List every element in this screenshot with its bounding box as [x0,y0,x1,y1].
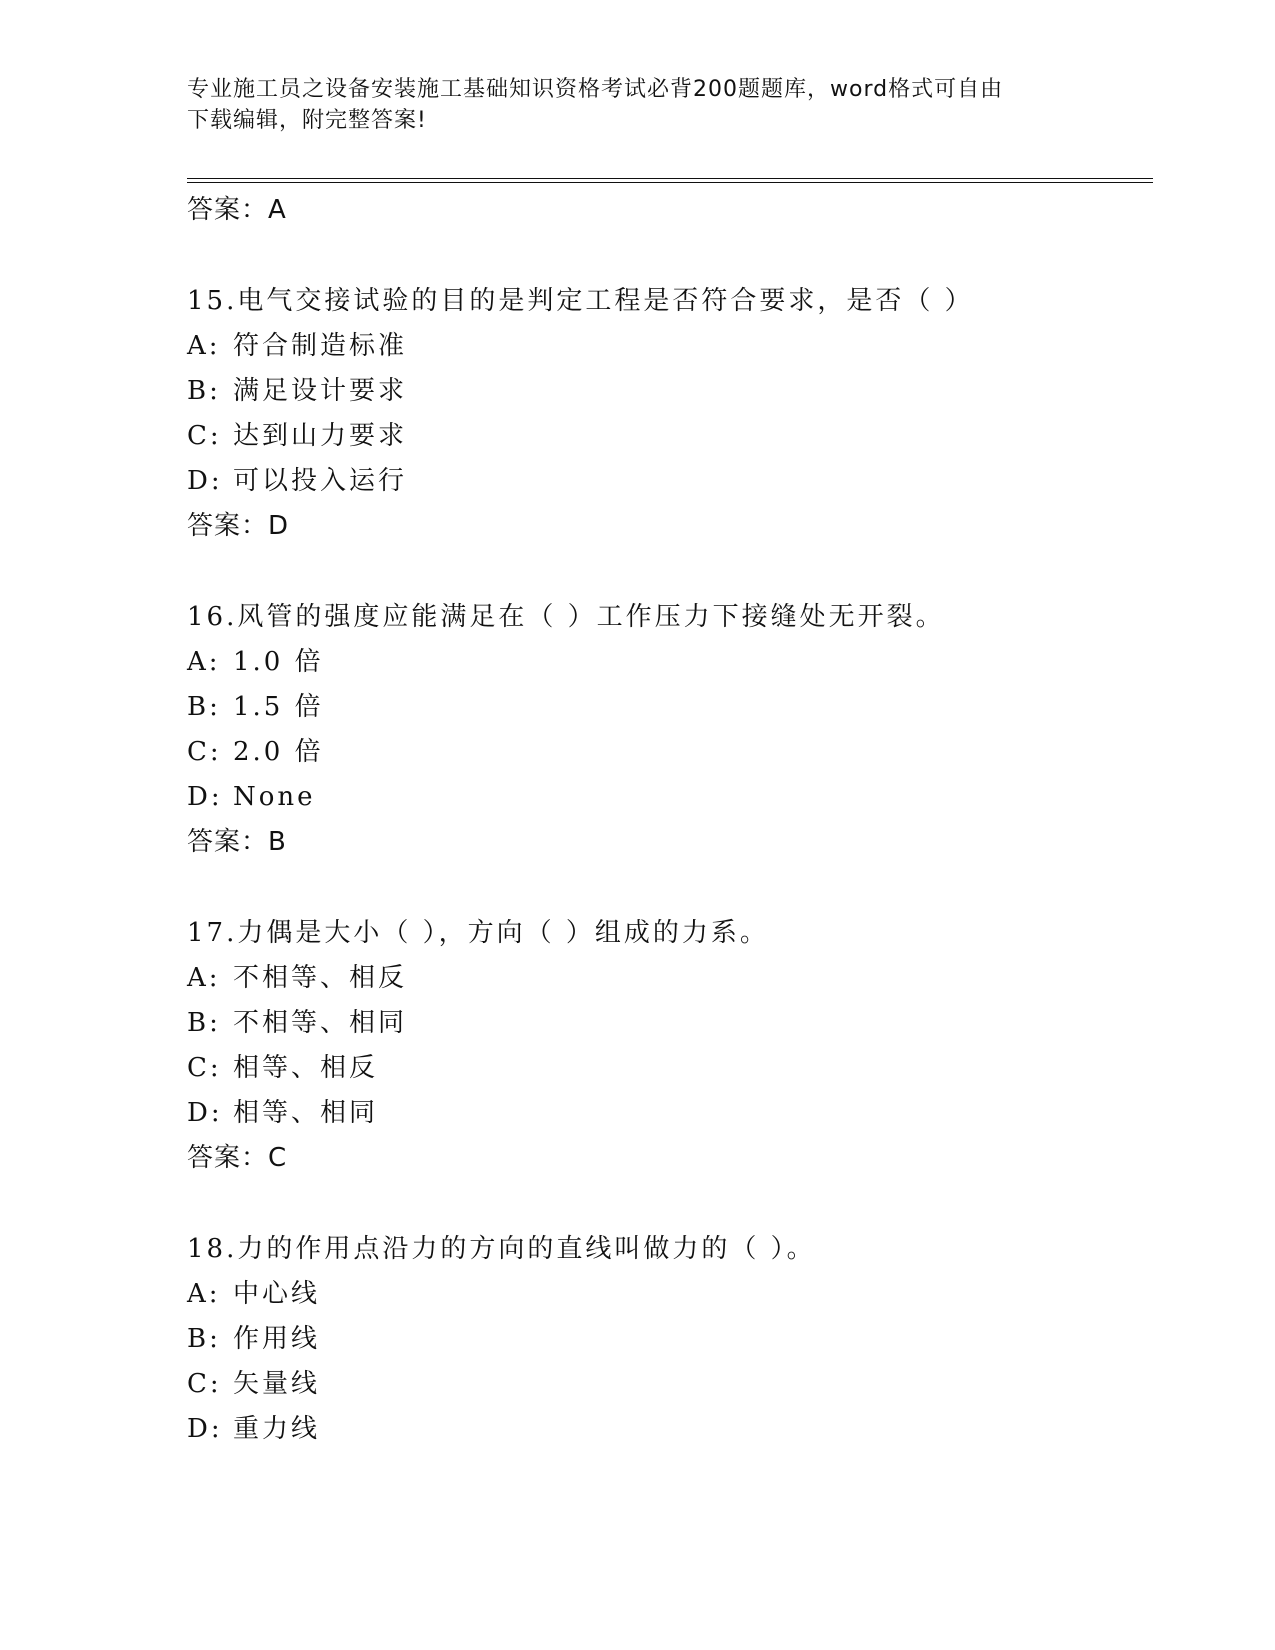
option-text: 矢量线 [233,1369,321,1399]
option-text: 相等、相同 [233,1098,379,1128]
answer-line: 答案：A [187,195,287,225]
answer-15: 答案：D [187,511,290,541]
option-text: 2.0 倍 [233,737,324,767]
question-18: 18.力的作用点沿力的方向的直线叫做力的（ ）。 [187,1234,816,1264]
header-rule-bottom [187,182,1153,183]
option-key: B: [187,1324,221,1354]
option-18-d [187,1407,1153,1452]
option-text: 可以投入运行 [233,466,408,496]
document-header [187,74,1067,136]
option-key: B: [187,376,221,406]
option-key: B: [187,1008,221,1038]
spacer [187,865,1153,911]
option-16-c [187,730,1153,775]
option-key: A: [187,331,221,361]
option-text: 1.0 倍 [233,647,324,677]
option-15-d [187,459,1153,504]
option-key: B: [187,692,221,722]
header-line-2: 下载编辑，附完整答案! [187,108,427,133]
option-text: 符合制造标准 [233,331,408,361]
option-17-a [187,956,1153,1001]
option-text: 不相等、相反 [233,963,408,993]
option-key: A: [187,963,221,993]
option-17-d [187,1091,1153,1136]
option-18-b [187,1317,1153,1362]
option-17-c [187,1046,1153,1091]
option-17-b [187,1001,1153,1046]
option-key: D: [187,1098,223,1128]
spacer [187,1181,1153,1227]
option-text: 不相等、相同 [233,1008,408,1038]
answer-17: 答案：C [187,1143,288,1173]
answer-16: 答案：B [187,827,287,857]
option-key: C: [187,1369,222,1399]
option-key: C: [187,421,222,451]
option-text: 作用线 [233,1324,321,1354]
option-16-b [187,685,1153,730]
option-text: 中心线 [233,1279,321,1309]
option-key: C: [187,1053,222,1083]
header-rule-top [187,178,1153,179]
option-text: 相等、相反 [233,1053,379,1083]
option-text: 满足设计要求 [233,376,408,406]
option-key: C: [187,737,222,767]
option-key: A: [187,647,221,677]
option-16-d [187,775,1153,820]
option-text: 重力线 [233,1414,321,1444]
option-18-c [187,1362,1153,1407]
option-text: None [233,782,316,812]
spacer [187,233,1153,279]
question-16: 16.风管的强度应能满足在（ ）工作压力下接缝处无开裂。 [187,602,945,632]
option-key: D: [187,1414,223,1444]
option-text: 达到山力要求 [233,421,408,451]
question-15: 15.电气交接试验的目的是判定工程是否符合要求，是否（ ） [187,286,974,316]
option-15-a [187,324,1153,369]
header-line-1: 专业施工员之设备安装施工基础知识资格考试必背200题题库，word格式可自由 [187,77,1004,102]
option-key: D: [187,466,223,496]
option-15-b [187,369,1153,414]
option-key: A: [187,1279,221,1309]
question-list [187,188,1153,1452]
option-text: 1.5 倍 [233,692,324,722]
spacer [187,549,1153,595]
option-18-a [187,1272,1153,1317]
option-key: D: [187,782,223,812]
option-16-a [187,640,1153,685]
question-17: 17.力偶是大小（ ），方向（ ）组成的力系。 [187,918,769,948]
option-15-c [187,414,1153,459]
